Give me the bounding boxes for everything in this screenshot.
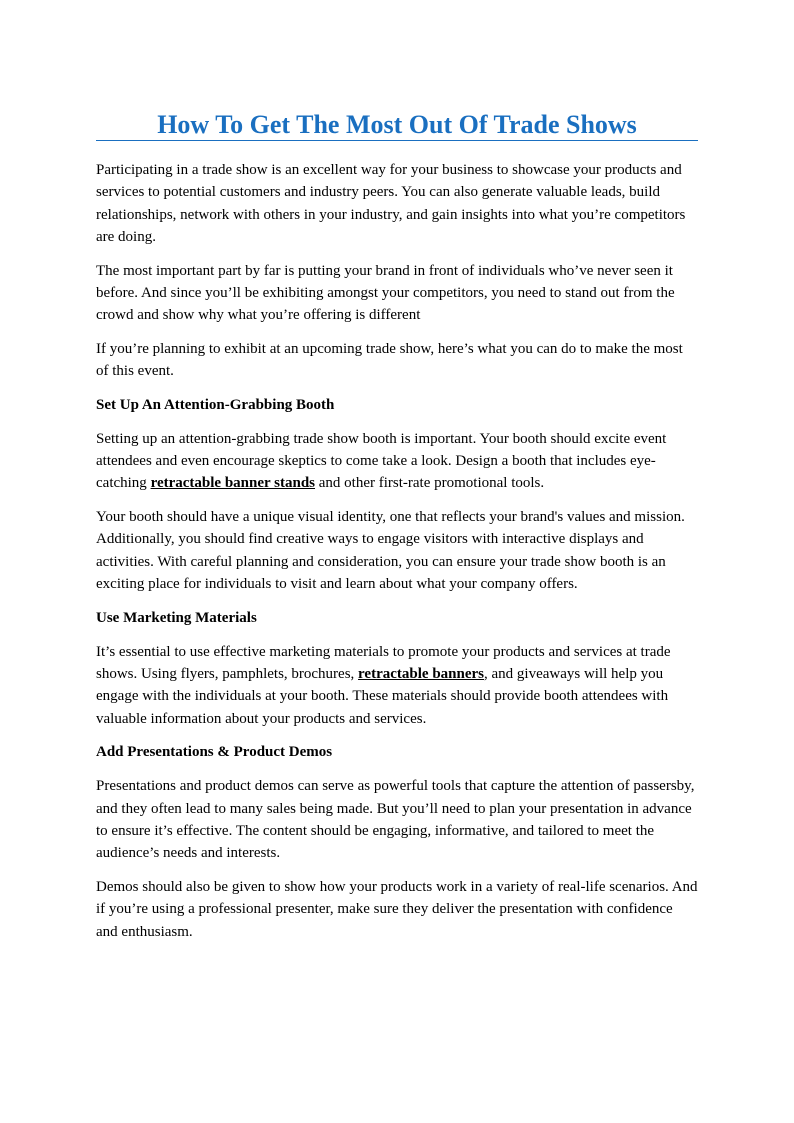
intro-paragraph-3: If you’re planning to exhibit at an upcoming trade show, here’s what you can do to make the most of this event.: [96, 340, 683, 380]
marketing-paragraph-1-text-b: , and giveaways will help you engage with the individuals at your booth. These materials should provide booth attendees with valuable information about your products and services.: [96, 665, 669, 727]
marketing-paragraph-1: [96, 641, 698, 731]
retractable-banners-link[interactable]: retractable banners: [358, 665, 484, 682]
section-heading-marketing: Use Marketing Materials: [96, 609, 257, 626]
presentations-paragraph-1: Presentations and product demos can serve as powerful tools that capture the attention of passersby, and they often lead to many sales being made. But you’ll need to plan your presentation in advance to ensure it’s effective. The content should be engaging, informative, and tailored to meet the audience’s needs and interests.: [96, 778, 695, 862]
intro-paragraph-1: Participating in a trade show is an excellent way for your business to showcase your products and services to potential customers and industry peers. You can also generate valuable leads, build relationships, network with others in your industry, and gain insights into what you’re competitors are doing.: [96, 162, 686, 246]
document-page: [96, 110, 698, 954]
retractable-banner-stands-link[interactable]: retractable banner stands: [150, 475, 316, 492]
title-underline: [96, 140, 698, 141]
section-heading-booth: Set Up An Attention-Grabbing Booth: [96, 396, 335, 413]
booth-paragraph-1: [96, 428, 698, 495]
booth-paragraph-1-text-a: Setting up an attention-grabbing trade show booth is important. Your booth should excite event attendees and even encourage skeptics to come take a look. Design a booth that includes eye-catching: [96, 430, 667, 492]
intro-paragraph-2: The most important part by far is putting your brand in front of individuals who’ve never seen it before. And since you’ll be exhibiting amongst your competitors, you need to stand out from the crowd and show why what you’re offering is different: [96, 262, 675, 324]
page-title: How To Get The Most Out Of Trade Shows: [157, 110, 637, 139]
presentations-paragraph-2: Demos should also be given to show how your products work in a variety of real-life scenarios. And if you’re using a professional presenter, make sure they deliver the presentation with confidence and enthusiasm.: [96, 878, 698, 940]
booth-paragraph-1-text-b: and other first-rate promotional tools.: [315, 475, 545, 492]
section-heading-presentations: Add Presentations & Product Demos: [96, 744, 333, 761]
marketing-paragraph-1-text-a: It’s essential to use effective marketing materials to promote your products and services at trade shows. Using flyers, pamphlets, brochures,: [96, 643, 671, 682]
booth-paragraph-2: Your booth should have a unique visual identity, one that reflects your brand's values and mission. Additionally, you should find creative ways to engage visitors with interactive displays and activities. With careful planning and consideration, you can ensure your trade show booth is an exciting place for individuals to visit and learn about what your company offers.: [96, 508, 685, 593]
